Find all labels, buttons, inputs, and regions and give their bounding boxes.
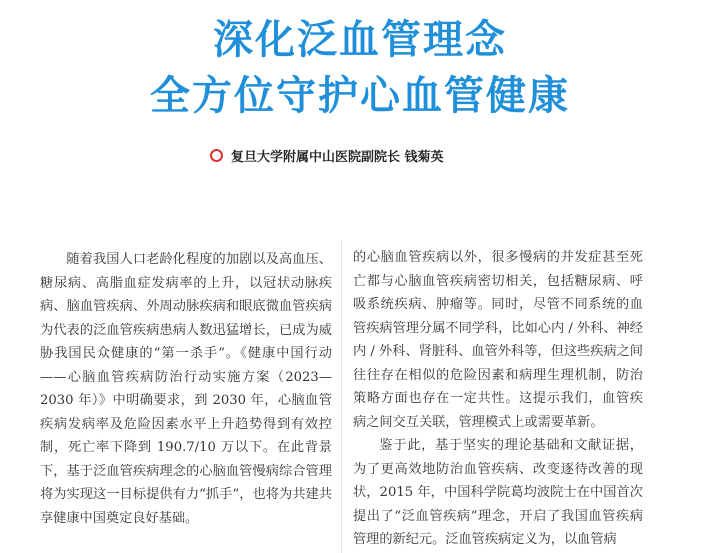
paragraph: 的心脑血管疾病以外，很多慢病的并发症甚至死亡都与心脑血管疾病密切相关，包括糖尿病、呼吸系统疾病、肿瘤等。同时，尽管不同系统的血管疾病管理分属不同学科，比如心内 / 外科、神经内 / 外科、肾脏科、血管外科等，但这些疾病之间往往存在相似的危险因素和病理生理机制，防治策略方面也存在一定共性。这提示我们，血管疾病之间交互关联，管理模式上或需要革新。 — [353, 250, 643, 430]
headline-line-2: 全方位守护心血管健康 — [150, 73, 570, 119]
paragraph: 随着我国人口老龄化程度的加剧以及高血压、糖尿病、高脂血症发病率的上升，以冠状动脉疾病、脑血管疾病、外周动脉疾病和眼底微血管疾病为代表的泛血管疾病患病人数迅猛增长，已成为威胁我国民众健康的“第一杀手”。《健康中国行动——心脑血管疾病防治行动实施方案（2023—2030 年）》中明确要求，到 2030 年，心脑血管疾病发病率及危险因素水平上升趋势得到有效控制，死亡率下降到 190.7/10 万以下。在此背景下，基于泛血管疾病理念的心脑血管慢病综合管理将为实现这一目标提供有力“抓手”，也将为共建共享健康中国奠定良好基础。 — [40, 252, 332, 526]
headline-line-1: 深化泛血管理念 — [213, 17, 507, 63]
circle-icon — [210, 149, 223, 162]
right-column — [353, 246, 643, 552]
paragraph: 鉴于此，基于坚实的理论基础和文献证据，为了更高效地防治血管疾病、改变逐待改善的现状，2015 年，中国科学院葛均波院士在中国首次提出了“泛血管疾病”理念，开启了我国血管疾病管理的新纪元。泛血管疾病定义为，以血管病 — [353, 438, 643, 547]
author-byline — [210, 146, 444, 165]
column-divider — [341, 240, 342, 553]
left-column — [40, 248, 332, 530]
author-text: 复旦大学附属中山医院副院长 钱菊英 — [231, 150, 444, 165]
